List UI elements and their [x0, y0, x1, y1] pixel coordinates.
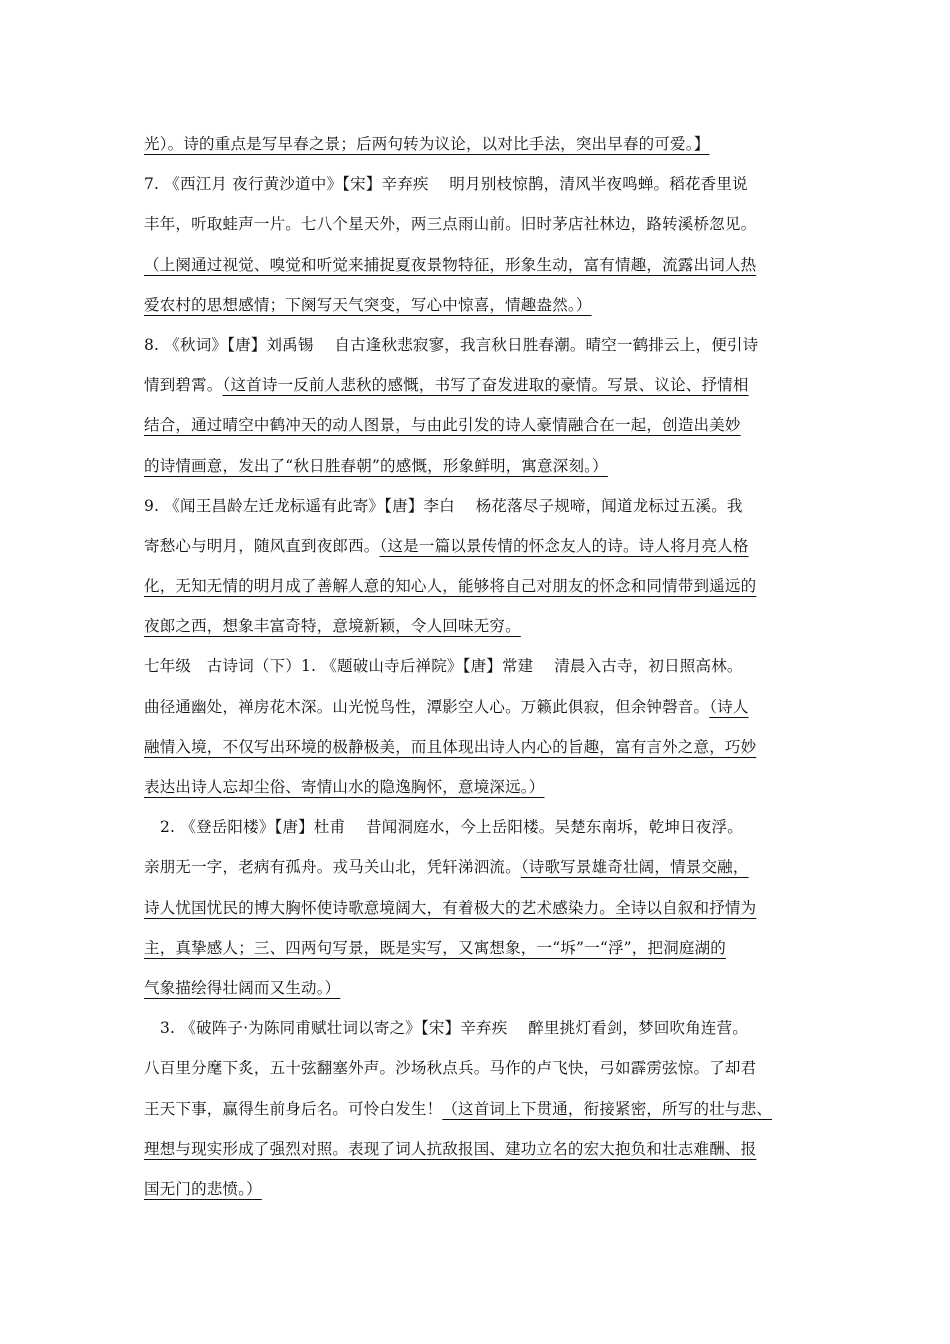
text-line [144, 888, 824, 928]
annotation-text: 主，真挚感人；三、四两句写景，既是实写，又寓想象，一“坼”一“浮”，把洞庭湖的 [144, 938, 726, 957]
annotation-text: 光）。诗的重点是写早春之景；后两句转为议论，以对比手法，突出早春的可爱。】 [144, 135, 710, 153]
annotation-text: 诗人忧国忧民的博大胸怀使诗歌意境阔大，有着极大的艺术感染力。全诗以自叙和抒情为 [144, 898, 757, 917]
text-line [144, 405, 824, 445]
annotation-text: 爱农村的思想感情；下阕写天气突变，写心中惊喜，情趣盎然。） [144, 295, 592, 314]
text-line [144, 1169, 824, 1209]
text-line [144, 807, 824, 847]
text-line [144, 566, 824, 606]
annotation-text: 夜郎之西，想象丰富奇特，意境新颖，令人回味无穷。 [144, 617, 521, 636]
annotation-text: 理想与现实形成了强烈对照。表现了词人抗敌报国、建功立名的宏大抱负和壮志难酬、报 [144, 1139, 757, 1158]
annotation-text: 国无门的悲愤。） [144, 1179, 262, 1198]
text-line [144, 767, 824, 807]
text-line [144, 727, 824, 767]
text-line [144, 245, 824, 285]
annotation-text: 化，无知无情的明月成了善解人意的知心人，能够将自己对朋友的怀念和同情带到遥远的 [144, 577, 757, 596]
poem-text: 亲朋无一字，老病有孤舟。戎马关山北，凭轩涕泗流。 [144, 858, 521, 877]
poem-text: 七年级 古诗词（下）1. 《题破山寺后禅院》【唐】常建 清晨入古寺，初日照高林。 [144, 657, 743, 676]
poem-text: 王天下事，赢得生前身后名。可怜白发生！ [144, 1099, 443, 1118]
text-line [144, 606, 824, 646]
text-line [144, 446, 824, 486]
annotation-text: 气象描绘得壮阔而又生动。） [144, 978, 341, 997]
text-line [144, 646, 824, 686]
poem-text: 丰年，听取蛙声一片。七八个星天外，两三点雨山前。旧时茅店社林边，路转溪桥忽见。 [144, 215, 757, 234]
poem-text: 八百里分麾下炙，五十弦翻塞外声。沙场秋点兵。马作的卢飞快，弓如霹雳弦惊。了却君 [144, 1059, 757, 1078]
text-line [144, 365, 824, 405]
annotation-text: （这首诗一反前人悲秋的感慨，书写了奋发进取的豪情。写景、议论、抒情相 [222, 376, 749, 395]
annotation-text: （这首词上下贯通，衔接紧密，所写的壮与悲、 [442, 1099, 773, 1118]
text-line [144, 1129, 824, 1169]
text-line [144, 1048, 824, 1088]
poem-text: 3. 《破阵子·为陈同甫赋壮词以寄之》【宋】辛弃疾 醉里挑灯看剑，梦回吹角连营。 [160, 1019, 749, 1038]
poem-text: 8. 《秋词》【唐】刘禹锡 自古逢秋悲寂寥，我言秋日胜春潮。晴空一鹤排云上，便引诗 [144, 335, 759, 354]
text-line [144, 687, 824, 727]
text-line [144, 164, 824, 204]
text-line [144, 928, 824, 968]
text-line [144, 847, 824, 887]
poem-text: 情到碧霄。 [144, 376, 223, 395]
poem-text: 9. 《闻王昌龄左迁龙标遥有此寄》【唐】李白 杨花落尽子规啼，闻道龙标过五溪。我 [144, 496, 743, 515]
text-line [144, 1008, 824, 1048]
annotation-text: 表达出诗人忘却尘俗、寄情山水的隐逸胸怀，意境深远。） [144, 778, 545, 796]
annotation-text: （上阕通过视觉、嗅觉和听觉来捕捉夏夜景物特征，形象生动，富有情趣，流露出词人热 [144, 255, 757, 274]
text-line [144, 204, 824, 244]
annotation-text: （这是一篇以景传情的怀念友人的诗。诗人将月亮人格 [379, 536, 749, 555]
poem-text: 2. 《登岳阳楼》【唐】杜甫 昔闻洞庭水，今上岳阳楼。吴楚东南坼，乾坤日夜浮。 [160, 818, 743, 837]
document-body [144, 124, 824, 1209]
annotation-text: （诗歌写景雄奇壮阔，情景交融， [520, 858, 749, 877]
annotation-text: 的诗情画意，发出了“秋日胜春朝”的感慨，形象鲜明，寓意深刻。） [144, 456, 608, 475]
poem-text: 7. 《西江月 夜行黄沙道中》【宋】辛弃疾 明月别枝惊鹊，清风半夜鸣蝉。稻花香里说 [144, 175, 748, 194]
annotation-text: （诗人 [709, 697, 749, 716]
poem-text: 曲径通幽处，禅房花木深。山光悦鸟性，潭影空人心。万籁此俱寂，但余钟磬音。 [144, 697, 710, 716]
annotation-text: 融情入境，不仅写出环境的极静极美，而且体现出诗人内心的旨趣，富有言外之意，巧妙 [144, 737, 757, 756]
text-line [144, 325, 824, 365]
text-line [144, 486, 824, 526]
text-line [144, 968, 824, 1008]
poem-text: 寄愁心与明月，随风直到夜郎西。 [144, 536, 380, 555]
text-line [144, 124, 824, 164]
text-line [144, 526, 824, 566]
annotation-text: 结合，通过晴空中鹤冲天的动人图景，与由此引发的诗人豪情融合在一起，创造出美妙 [144, 416, 741, 435]
text-line [144, 285, 824, 325]
text-line [144, 1089, 824, 1129]
